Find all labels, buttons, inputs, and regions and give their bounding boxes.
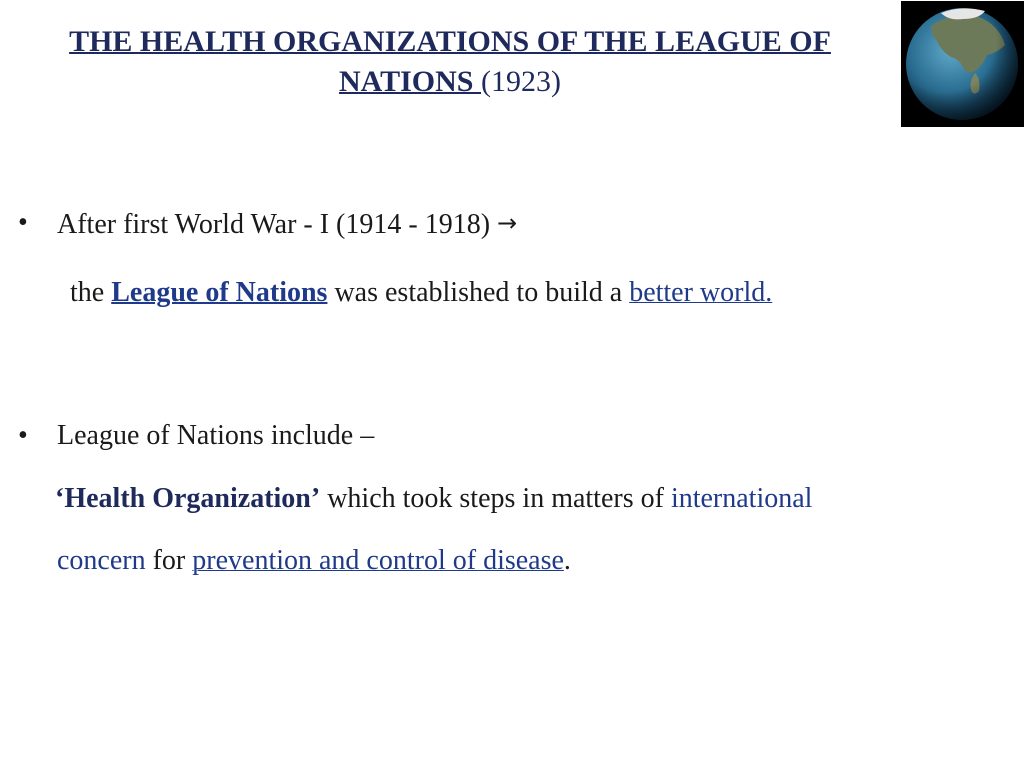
health-organization-term: Health Organization’ xyxy=(64,483,321,514)
health-org-mid: which took steps in matters of xyxy=(327,483,664,514)
title-year: (1923) xyxy=(481,65,561,98)
concern-word: concern xyxy=(57,545,146,576)
open-quote: ‘ xyxy=(55,483,65,514)
bullet2-line xyxy=(57,419,374,453)
bullet-2: • xyxy=(18,420,28,451)
slide-title xyxy=(0,22,900,102)
for-word: for xyxy=(152,545,186,576)
international-word: international xyxy=(670,483,813,514)
health-organization-line xyxy=(55,482,812,516)
sentence-pre: the xyxy=(70,277,105,308)
bullet2-text: League of Nations include – xyxy=(57,420,375,451)
right-arrow-icon: → xyxy=(497,209,518,237)
title-main: THE HEALTH ORGANIZATIONS OF THE LEAGUE OF NATIONS xyxy=(69,25,831,98)
disease-line xyxy=(57,544,571,578)
league-of-nations-link[interactable]: League of Nations xyxy=(111,277,328,308)
earth-globe-icon xyxy=(901,1,1024,127)
sentence-mid: was established to build a xyxy=(334,277,623,308)
bullet1-text: After first World War - I (1914 - 1918) xyxy=(57,209,491,240)
league-sentence xyxy=(70,276,772,310)
bullet-1: • xyxy=(18,207,28,238)
better-world-link[interactable]: better world. xyxy=(629,277,773,308)
bullet1-line xyxy=(57,206,517,242)
period: . xyxy=(563,545,571,576)
prevention-control-link[interactable]: prevention and control of disease xyxy=(192,545,564,576)
